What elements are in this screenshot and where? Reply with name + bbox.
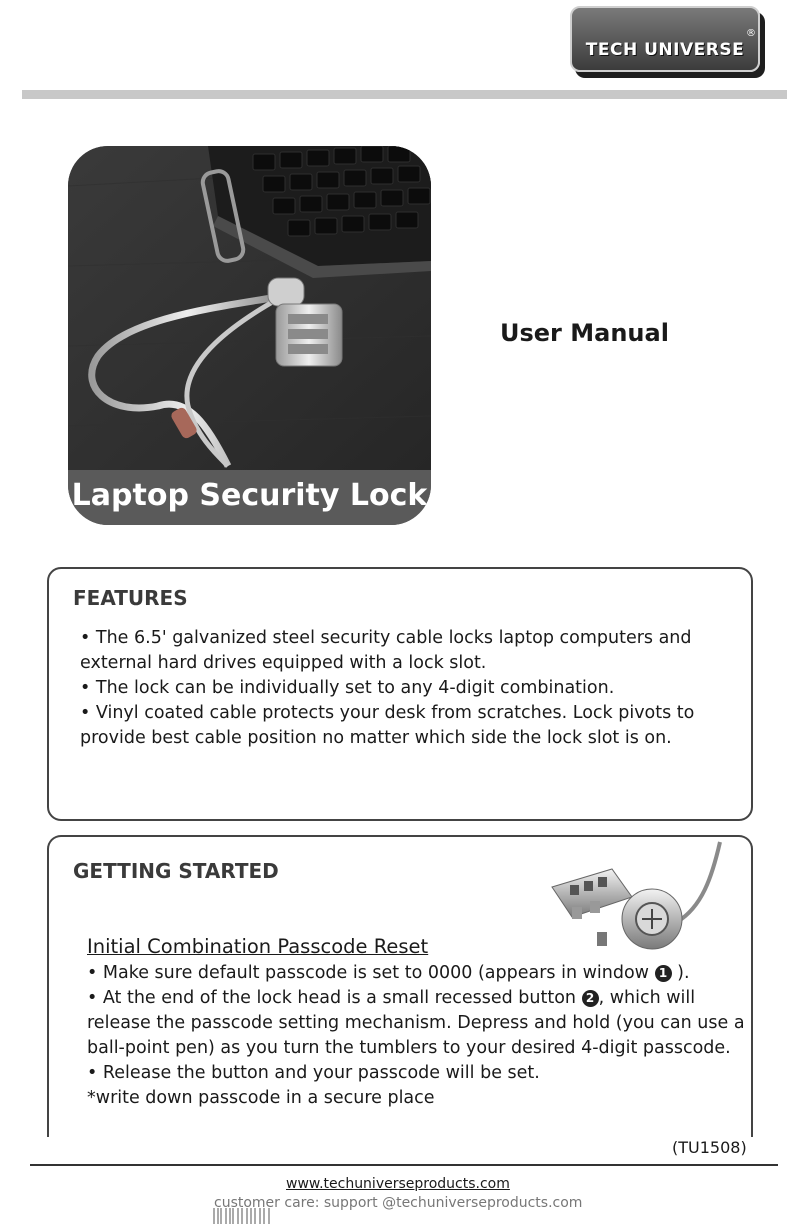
- registered-mark: ®: [746, 28, 756, 39]
- customer-care: customer care: support @techuniverseproducts.com: [214, 1195, 583, 1211]
- product-name: Laptop Security Lock: [68, 470, 431, 525]
- getting-started-body: [87, 934, 747, 1111]
- features-list: [80, 626, 730, 751]
- instruction-step-3: • Release the button and your passcode will be set.: [87, 1063, 540, 1083]
- button-marker-icon: 2: [582, 990, 599, 1007]
- window-marker-icon: 1: [655, 965, 672, 982]
- features-heading: FEATURES: [73, 586, 188, 610]
- getting-started-heading: GETTING STARTED: [73, 859, 279, 883]
- getting-started-panel: [47, 835, 753, 1137]
- footer-divider: [30, 1164, 778, 1166]
- document-title: User Manual: [500, 319, 669, 347]
- passcode-note: *write down passcode in a secure place: [87, 1088, 435, 1108]
- step-2-text: • At the end of the lock head is a small recessed button: [87, 988, 582, 1008]
- instruction-step-1: [87, 961, 747, 986]
- model-number: (TU1508): [672, 1138, 747, 1157]
- header-divider: [22, 90, 787, 99]
- website-link[interactable]: www.techuniverseproducts.com: [286, 1176, 510, 1192]
- step-1-end: ).: [671, 963, 690, 983]
- feature-bullet: • The lock can be individually set to any 4-digit combination.: [80, 678, 615, 698]
- hero-image-card: [68, 146, 431, 525]
- step-1-text: • Make sure default passcode is set to 0000 (appears in window: [87, 963, 655, 983]
- laptop-lock-photo: [68, 146, 431, 476]
- section-subheading: Initial Combination Passcode Reset: [87, 935, 429, 958]
- feature-bullet: • The 6.5' galvanized steel security cable locks laptop computers and external hard drives equipped with a lock slot.: [80, 628, 692, 673]
- brand-name: TECH UNIVERSE: [585, 40, 745, 60]
- step-2-end: , which will release the passcode setting mechanism. Depress and hold (you can use a ball-point pen) as you turn the tumblers to your desired 4-digit passcode.: [87, 988, 745, 1058]
- feature-bullet: • Vinyl coated cable protects your desk from scratches. Lock pivots to provide best cable position no matter which side the lock slot is on.: [80, 703, 695, 748]
- instruction-step-2: [87, 986, 747, 1061]
- brand-logo: [570, 6, 760, 72]
- barcode-icon: [212, 1208, 272, 1224]
- features-panel: [47, 567, 753, 821]
